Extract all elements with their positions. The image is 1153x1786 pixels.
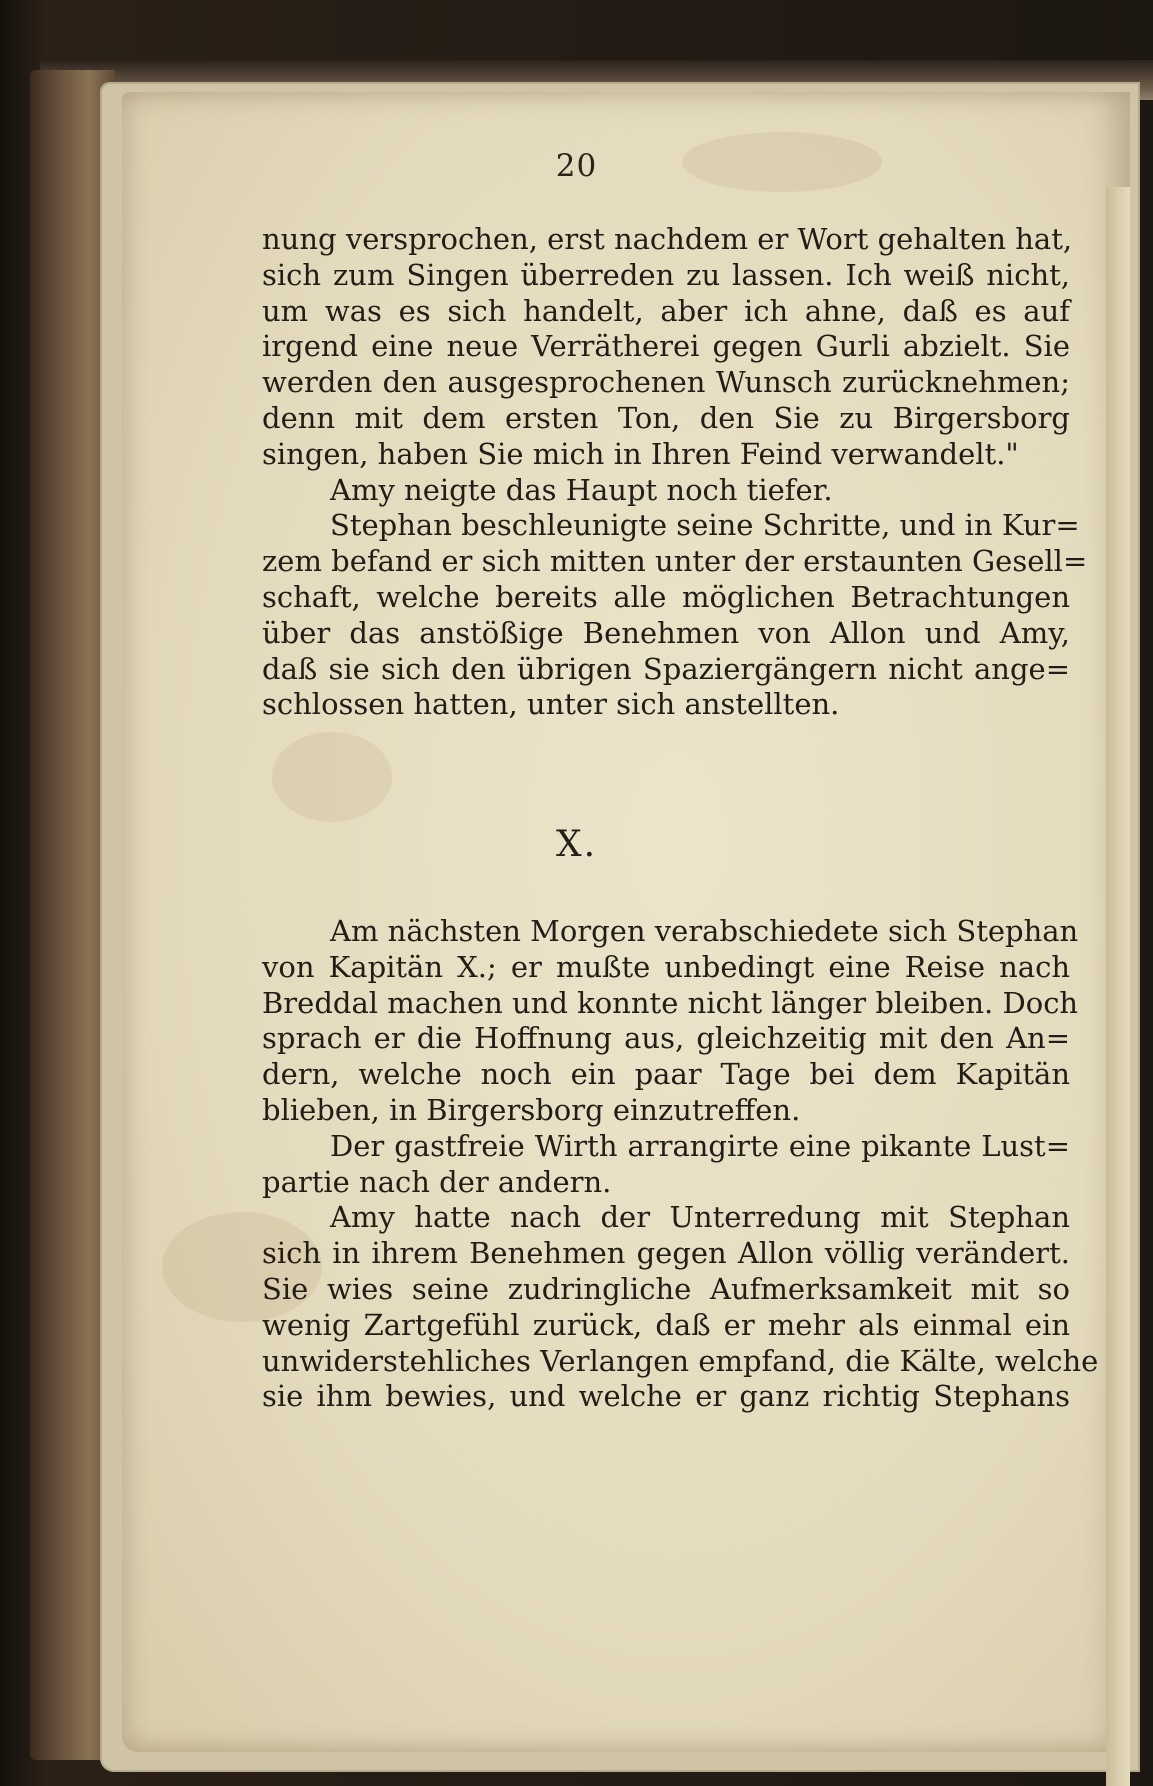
text-line: Amy hatte nach der Unterredung mit Stephan	[330, 1200, 1070, 1235]
text-line: sich in ihrem Benehmen gegen Allon völlig verändert.	[262, 1236, 1070, 1271]
text-line: Am nächsten Morgen verabschiedete sich Stephan	[330, 914, 1079, 948]
body-text-top	[262, 222, 1088, 723]
page-number: 20	[555, 148, 598, 184]
paper-stain	[272, 732, 392, 822]
text-line: nung versprochen, erst nachdem er Wort gehalten hat,	[262, 222, 1073, 256]
text-line: unwiderstehliches Verlangen empfand, die Kälte, welche	[262, 1343, 1099, 1378]
text-line: sie ihm bewies, und welche er ganz richtig Stephans	[262, 1379, 1070, 1414]
text-line: über das anstößige Benehmen von Allon und Amy,	[262, 615, 1070, 650]
text-line: Sie wies seine zudringliche Aufmerksamkeit mit so	[262, 1271, 1070, 1306]
text-line: werden den ausgesprochenen Wunsch zurücknehmen;	[262, 365, 1070, 400]
text-line: schaft, welche bereits alle möglichen Betrachtungen	[262, 579, 1070, 614]
text-line: um was es sich handelt, aber ich ahne, daß es auf	[262, 293, 1070, 328]
text-line: Der gastfreie Wirth arrangirte eine pikante Lust=	[330, 1128, 1070, 1163]
text-line: wenig Zartgefühl zurück, daß er mehr als einmal ein	[262, 1307, 1070, 1342]
text-line: sprach er die Hoffnung aus, gleichzeitig mit den An=	[262, 1021, 1070, 1056]
text-line: zem befand er sich mitten unter der erstaunten Gesell=	[262, 544, 1088, 579]
text-line: singen, haben Sie mich in Ihren Feind verwandelt."	[262, 436, 1019, 471]
text-line: Amy neigte das Haupt noch tiefer.	[330, 472, 833, 507]
body-text-bottom	[262, 914, 1099, 1415]
text-line: dern, welche noch ein paar Tage bei dem Kapitän	[262, 1057, 1070, 1092]
text-line: von Kapitän X.; er mußte unbedingt eine Reise nach	[262, 949, 1070, 984]
text-line: Stephan beschleunigte seine Schritte, und in Kur=	[330, 508, 1080, 543]
text-line: daß sie sich den übrigen Spaziergängern nicht ange=	[262, 651, 1070, 686]
chapter-heading: X.	[555, 824, 598, 865]
text-line: schlossen hatten, unter sich anstellten.	[262, 687, 840, 722]
text-line: denn mit dem ersten Ton, den Sie zu Birgersborg	[262, 400, 1070, 435]
text-line: sich zum Singen überreden zu lassen. Ich weiß nicht,	[262, 257, 1070, 292]
text-line: irgend eine neue Verrätherei gegen Gurli abzielt. Sie	[262, 329, 1070, 364]
text-line: Breddal machen und konnte nicht länger bleiben. Doch	[262, 985, 1079, 1020]
page-edge	[1106, 187, 1130, 1786]
text-line: blieben, in Birgersborg einzutreffen.	[262, 1092, 801, 1127]
text-line: partie nach der andern.	[262, 1164, 612, 1199]
